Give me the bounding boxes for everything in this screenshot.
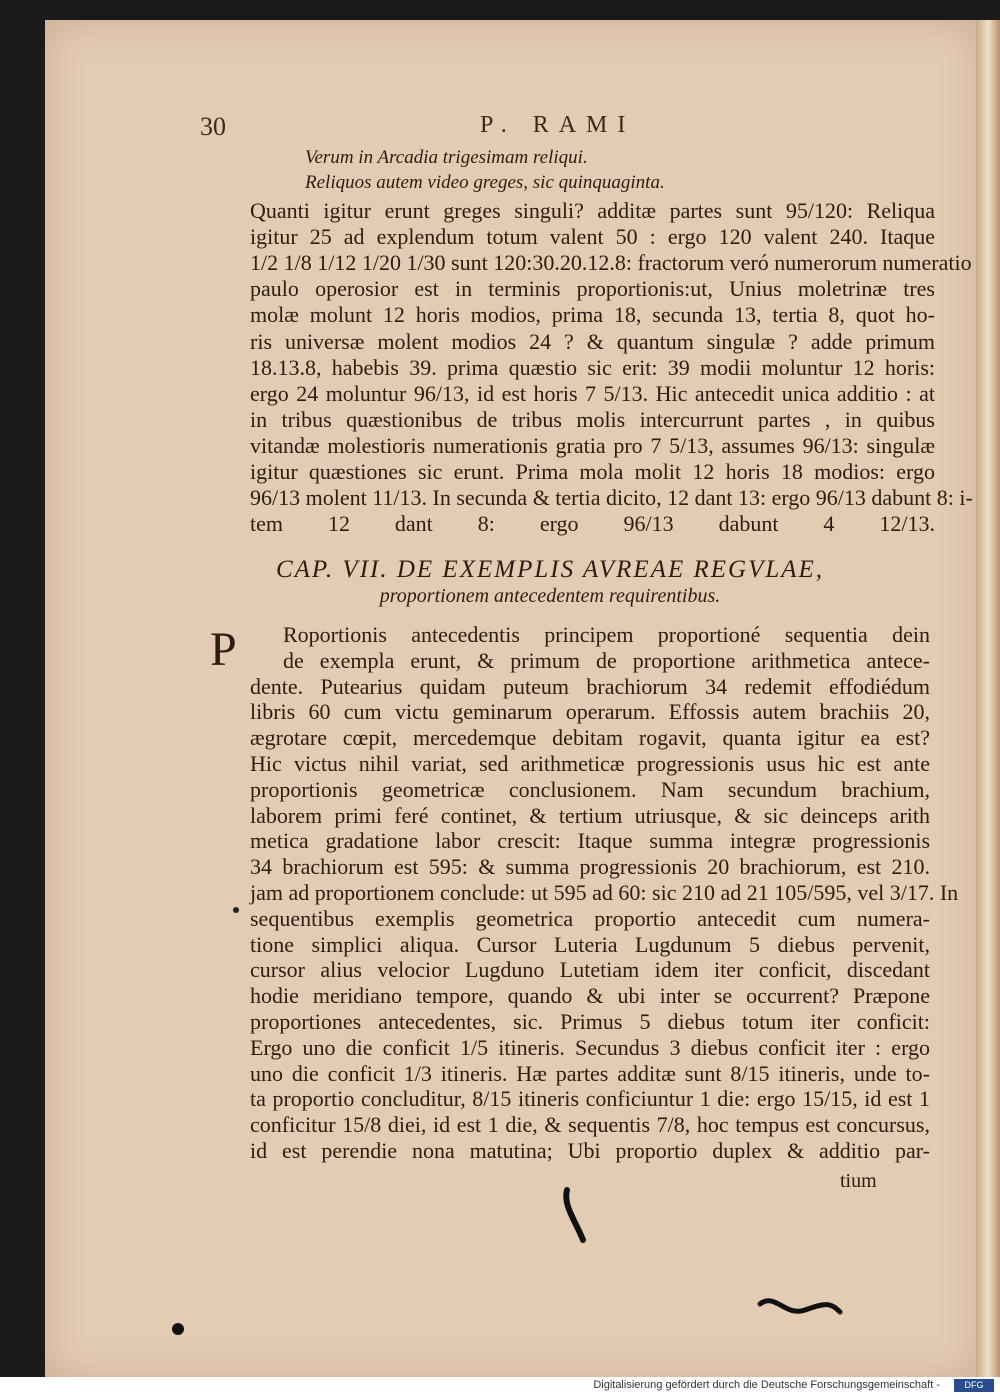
text-line: laborem primi feré continet, & tertium utriusque, & sic deinceps arith: [250, 802, 930, 828]
ink-flourish-mark: [755, 1282, 845, 1322]
text-line: Hic victus nihil variat, sed arithmeticæ progressionis usus hic est ante: [250, 751, 930, 776]
text-line: 34 brachiorum est 595: & summa progressionis 20 brachiorum, est 210.: [250, 854, 930, 880]
text-line: igitur 25 ad explendum totum valent 50 : ergo 120 valent 240. Itaque: [250, 224, 935, 250]
text-line: 96/13 molent 11/13. In secunda & tertia dicito, 12 dant 13: ergo 96/13 dabunt 8: i-: [250, 485, 973, 511]
text-line: Ergo uno die conficit 1/5 itineris. Secundus 3 diebus conficit iter : ergo: [250, 1034, 930, 1060]
page-edge: [976, 20, 1000, 1380]
chapter-title: CAP. VII. DE EXEMPLIS AVREAE REGVLAE,: [275, 556, 825, 583]
text-line: proportionis geometricæ conclusionem. Nam secundum brachium,: [250, 776, 930, 802]
chapter-subtitle: proportionem antecedentem requirentibus.: [379, 585, 721, 607]
text-line: in tribus quæstionibus de tribus molis intercurrunt partes , in quibus: [250, 406, 935, 432]
text-line: igitur quæstiones sic erunt. Prima mola molit 12 horis 18 modios: ergo: [250, 459, 935, 484]
text-line: Quanti igitur erunt greges singuli? additæ partes sunt 95/120: Reliqua: [250, 198, 935, 223]
ink-stroke-mark: [555, 1185, 595, 1245]
text-line: tem 12 dant 8: ergo 96/13 dabunt 4 12/13.: [250, 511, 935, 537]
ink-dot: [172, 1323, 184, 1335]
text-line: 18.13.8, habebis 39. prima quæstio sic erit: 39 modii moluntur 12 horis:: [250, 354, 935, 380]
text-line: uno die conficit 1/3 itineris. Hæ partes additæ sunt 8/15 itineris, unde to-: [250, 1060, 930, 1086]
running-title: P. RAMI: [480, 112, 636, 138]
page-header: [0, 112, 1000, 142]
drop-capital: P: [210, 623, 237, 676]
text-line: jam ad proportionem conclude: ut 595 ad 60: sic 210 ad 21 105/595, vel 3/17. In: [250, 880, 959, 905]
text-line: hodie meridiano tempore, quando & ubi inter se occurrent? Præpone: [250, 983, 930, 1009]
text-line: tione simplici aliqua. Cursor Luteria Lugdunum 5 diebus pervenit,: [250, 931, 930, 957]
text-line: 1/2 1/8 1/12 1/20 1/30 sunt 120:30.20.12.8: fractorum veró numerorum numeratio: [250, 250, 972, 276]
verse-line: Reliquos autem video greges, sic quinquaginta.: [305, 172, 665, 193]
text-line: vitandæ molestioris numerationis gratia pro 7 5/13, assumes 96/13: singulæ: [250, 432, 935, 458]
margin-dot: [233, 907, 239, 913]
catchword: tium: [840, 1170, 877, 1192]
text-line: cursor alius velocior Lugduno Lutetiam idem iter conficit, discedant: [250, 957, 930, 983]
text-line: ergo 24 moluntur 96/13, id est horis 7 5/13. Hic antecedit unica additio : at: [250, 380, 935, 406]
text-line: libris 60 cum victu geminarum operarum. Effossis autem brachiis 20,: [250, 699, 930, 725]
text-line: conficitur 15/8 diei, id est 1 die, & sequentis 7/8, hoc tempus est concursus,: [250, 1112, 930, 1138]
text-line: ta proportio concluditur, 8/15 itineris conficiuntur 1 die: ergo 15/15, id est 1: [250, 1086, 930, 1112]
text-line: ris universæ molent modios 24 ? & quantum singulæ ? adde primum: [250, 328, 935, 354]
verse-line: Verum in Arcadia trigesimam reliqui.: [305, 147, 588, 168]
page-number: 30: [200, 112, 226, 141]
text-line: id est perendie nona matutina; Ubi proportio duplex & additio par-: [250, 1138, 930, 1163]
text-line: sequentibus exemplis geometrica proportio antecedit cum numera-: [250, 905, 930, 931]
digitization-footer: [0, 1377, 1000, 1395]
text-line: dente. Putearius quidam puteum brachiorum 34 redemit effodiédum: [250, 673, 930, 699]
text-line: de exempla erunt, & primum de proportione arithmetica antece-: [283, 647, 930, 673]
text-line: molæ molunt 12 horis modios, prima 18, secunda 13, tertia 8, quot ho-: [250, 302, 935, 328]
text-line: Roportionis antecedentis principem proportioné sequentia dein: [283, 622, 930, 647]
text-line: paulo operosior est in terminis proportionis:ut, Unius moletrinæ tres: [250, 276, 935, 302]
text-line: proportiones antecedentes, sic. Primus 5 diebus totum iter conficit:: [250, 1009, 930, 1034]
dfg-logo: DFG: [954, 1379, 994, 1392]
text-line: ægrotare cœpit, mercedemque debitam rogavit, quanta igitur ea est?: [250, 725, 930, 751]
text-line: metica gradatione labor crescit: Itaque summa integræ progressionis: [250, 828, 930, 854]
footer-text: Digitalisierung gefördert durch die Deutsche Forschungsgemeinschaft -: [593, 1379, 940, 1391]
